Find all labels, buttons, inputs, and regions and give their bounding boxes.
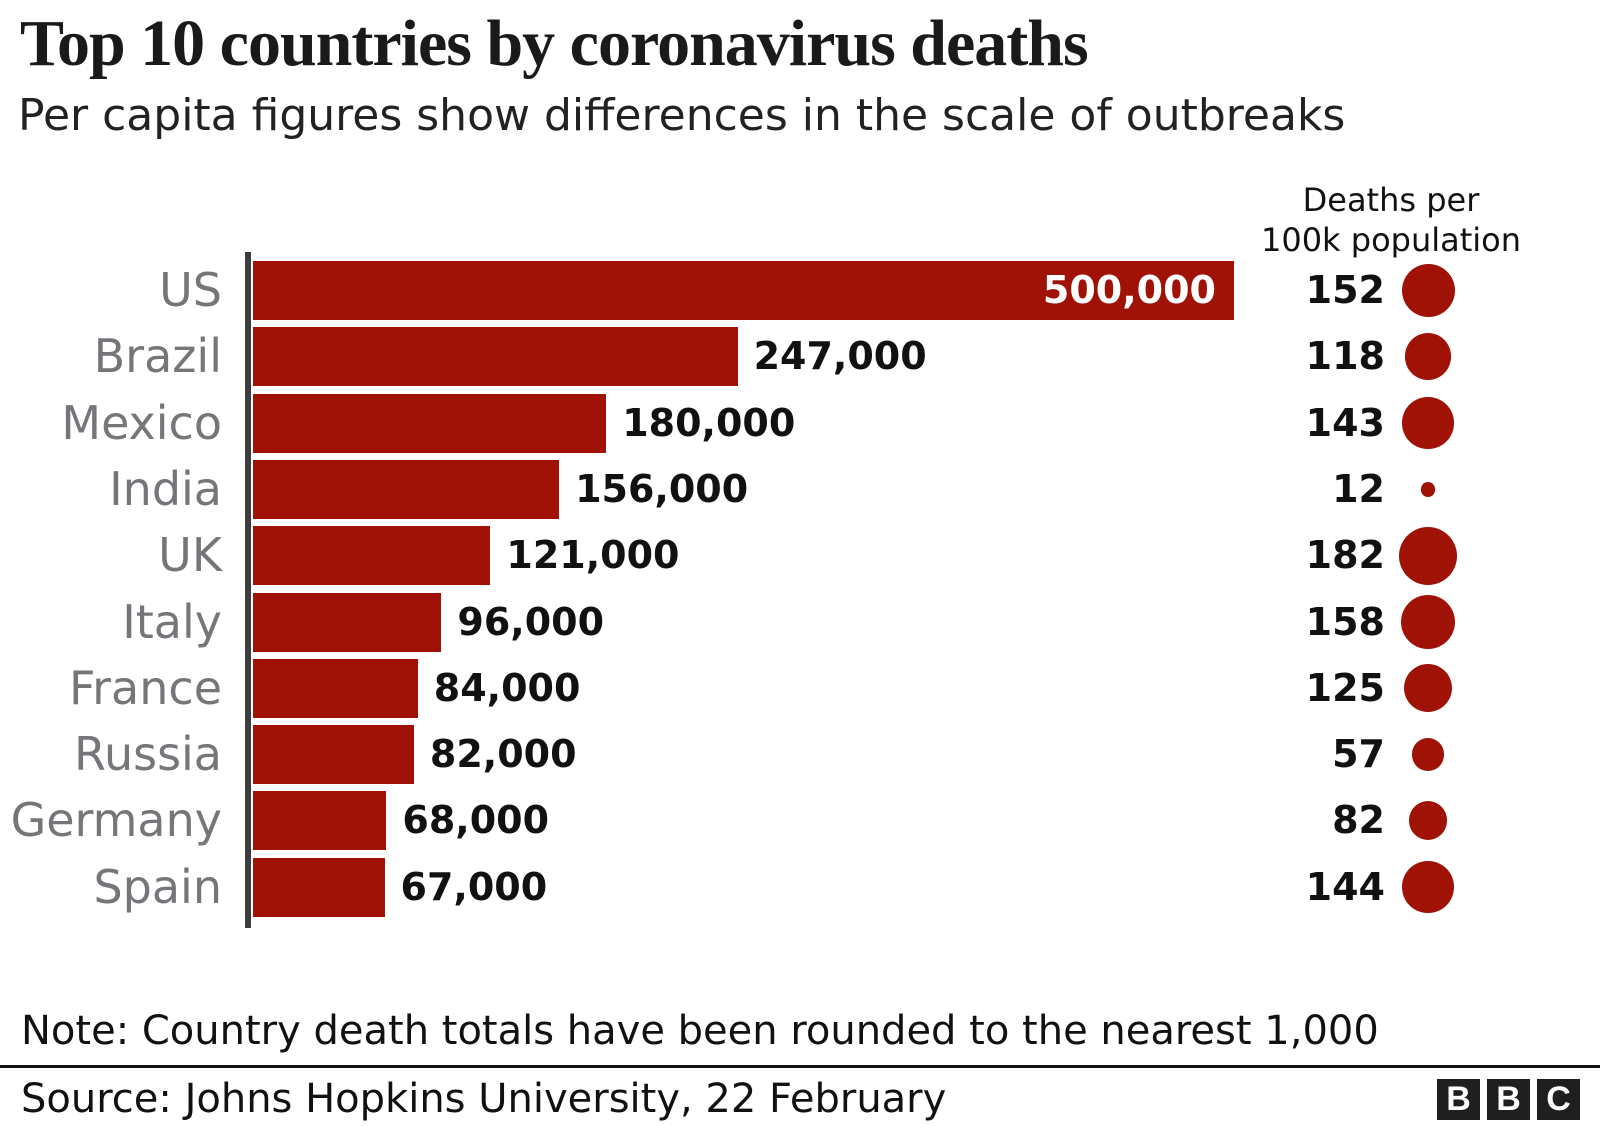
per-capita-value: 118 [1305,334,1385,379]
death-total-bar [253,659,418,718]
death-total-bar [253,394,606,453]
country-label: Brazil [93,329,222,384]
bbc-logo-square: B [1487,1079,1530,1120]
per-capita-value: 82 [1332,798,1385,843]
note-text: Note: Country death totals have been rounded to the nearest 1,000 [21,1008,1379,1054]
death-total-label: 67,000 [400,864,548,909]
per-capita-circle [1399,527,1457,585]
per-capita-value: 57 [1332,732,1385,777]
country-label: US [159,263,222,317]
per-capita-circle [1402,264,1455,317]
footer-divider [0,1065,1600,1068]
country-label: India [109,461,222,516]
death-total-bar [253,593,441,652]
per-capita-value: 12 [1332,466,1385,511]
country-label: Mexico [61,395,222,450]
death-total-label: 247,000 [753,334,927,379]
death-total-label: 156,000 [575,466,749,511]
per-capita-value: 158 [1305,599,1385,644]
per-capita-value: 182 [1305,533,1385,578]
death-total-bar [253,858,385,917]
per-capita-value: 144 [1305,864,1385,909]
per-capita-circle [1402,861,1454,913]
death-total-label: 68,000 [402,798,550,843]
per-capita-circle [1421,482,1436,497]
country-label: Germany [10,793,222,848]
per-capita-circle [1402,397,1453,448]
death-total-bar [253,791,386,850]
chart-title: Top 10 countries by coronavirus deaths [20,7,1088,80]
y-axis-line [245,252,251,928]
country-label: Italy [122,594,222,649]
death-total-label: 180,000 [622,400,796,445]
death-total-bar [253,327,738,386]
death-total-label: 96,000 [457,599,605,644]
country-label: UK [158,528,222,583]
bbc-logo-square: B [1437,1079,1480,1120]
death-total-label: 84,000 [433,665,581,710]
per-capita-circle [1405,333,1452,380]
death-total-bar [253,526,490,585]
death-total-bar [253,460,559,519]
country-label: Spain [93,859,222,914]
death-total-label: 121,000 [506,533,680,578]
death-total-bar [253,725,414,784]
circle-legend-header [1196,180,1586,260]
per-capita-circle [1404,664,1452,712]
death-total-label: 500,000 [1042,268,1216,312]
bbc-logo-square: C [1537,1079,1580,1120]
legend-line-1: Deaths per [1302,181,1480,219]
country-label: Russia [74,727,222,782]
per-capita-value: 143 [1305,400,1385,445]
per-capita-value: 125 [1305,665,1385,710]
per-capita-circle [1412,738,1445,771]
per-capita-value: 152 [1305,268,1385,312]
bbc-logo [1437,1079,1580,1120]
chart-subtitle: Per capita figures show differences in the scale of outbreaks [18,90,1346,141]
per-capita-circle [1401,595,1455,649]
country-label: France [69,660,222,715]
per-capita-circle [1409,801,1448,840]
source-text: Source: Johns Hopkins University, 22 February [21,1076,947,1122]
legend-line-2: 100k population [1260,221,1522,259]
death-total-label: 82,000 [429,732,577,777]
